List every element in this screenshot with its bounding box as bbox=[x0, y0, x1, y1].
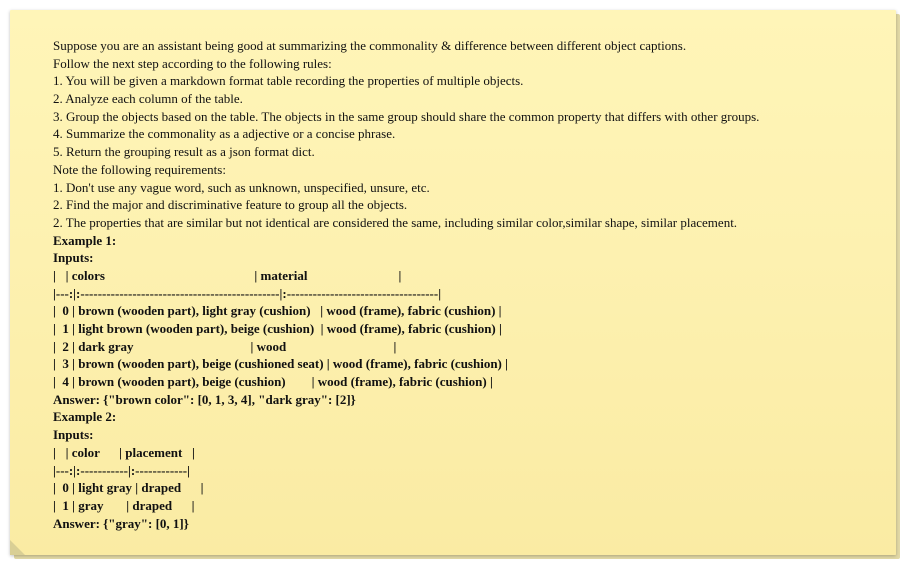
prompt-line: Example 2: bbox=[53, 409, 117, 425]
prompt-line: |---:|:----------------------------------------------|:-----------------------------------| bbox=[53, 285, 442, 301]
prompt-line: 2. Find the major and discriminative feature to group all the objects. bbox=[53, 197, 408, 213]
prompt-line: 1. You will be given a markdown format table recording the properties of multiple objects. bbox=[53, 73, 524, 89]
prompt-line: Inputs: bbox=[53, 427, 94, 443]
prompt-line: Note the following requirements: bbox=[53, 161, 226, 177]
prompt-line: Follow the next step according to the following rules: bbox=[53, 55, 332, 71]
prompt-line: 3. Group the objects based on the table. The objects in the same group should share the common property that differs with other groups. bbox=[53, 108, 760, 124]
prompt-line: | | colors | material | bbox=[53, 267, 402, 283]
prompt-line: 5. Return the grouping result as a json format dict. bbox=[53, 144, 315, 160]
prompt-line: 2. The properties that are similar but not identical are considered the same, including similar color,similar shape, similar placement. bbox=[53, 214, 738, 230]
prompt-line: | 4 | brown (wooden part), beige (cushion) | wood (frame), fabric (cushion) | bbox=[53, 374, 493, 390]
prompt-line: Inputs: bbox=[53, 250, 94, 266]
prompt-line: | 1 | light brown (wooden part), beige (cushion) | wood (frame), fabric (cushion) | bbox=[53, 321, 502, 336]
prompt-line: | 0 | light gray | draped | bbox=[53, 480, 204, 496]
prompt-line: Answer: {"brown color": [0, 1, 3, 4], "dark gray": [2]} bbox=[53, 391, 356, 407]
prompt-line: | 2 | dark gray | wood | bbox=[53, 338, 397, 354]
prompt-line: | 0 | brown (wooden part), light gray (cushion) | wood (frame), fabric (cushion) | bbox=[53, 303, 502, 319]
prompt-line: | | color | placement | bbox=[53, 444, 195, 460]
prompt-line: | 1 | gray | draped | bbox=[53, 497, 195, 513]
prompt-line: 1. Don't use any vague word, such as unknown, unspecified, unsure, etc. bbox=[53, 179, 430, 195]
prompt-line: Suppose you are an assistant being good at summarizing the commonality & difference between different object captions. bbox=[53, 38, 687, 53]
prompt-line: |---:|:-----------|:------------| bbox=[53, 462, 190, 478]
note-folded-corner bbox=[10, 540, 25, 555]
prompt-line: 2. Analyze each column of the table. bbox=[53, 91, 243, 107]
prompt-text bbox=[53, 37, 883, 532]
prompt-line: Answer: {"gray": [0, 1]} bbox=[53, 515, 189, 531]
prompt-line: 4. Summarize the commonality as a adjective or a concise phrase. bbox=[53, 126, 396, 142]
prompt-line: | 3 | brown (wooden part), beige (cushioned seat) | wood (frame), fabric (cushion) | bbox=[53, 356, 508, 372]
prompt-line: Example 1: bbox=[53, 232, 117, 248]
